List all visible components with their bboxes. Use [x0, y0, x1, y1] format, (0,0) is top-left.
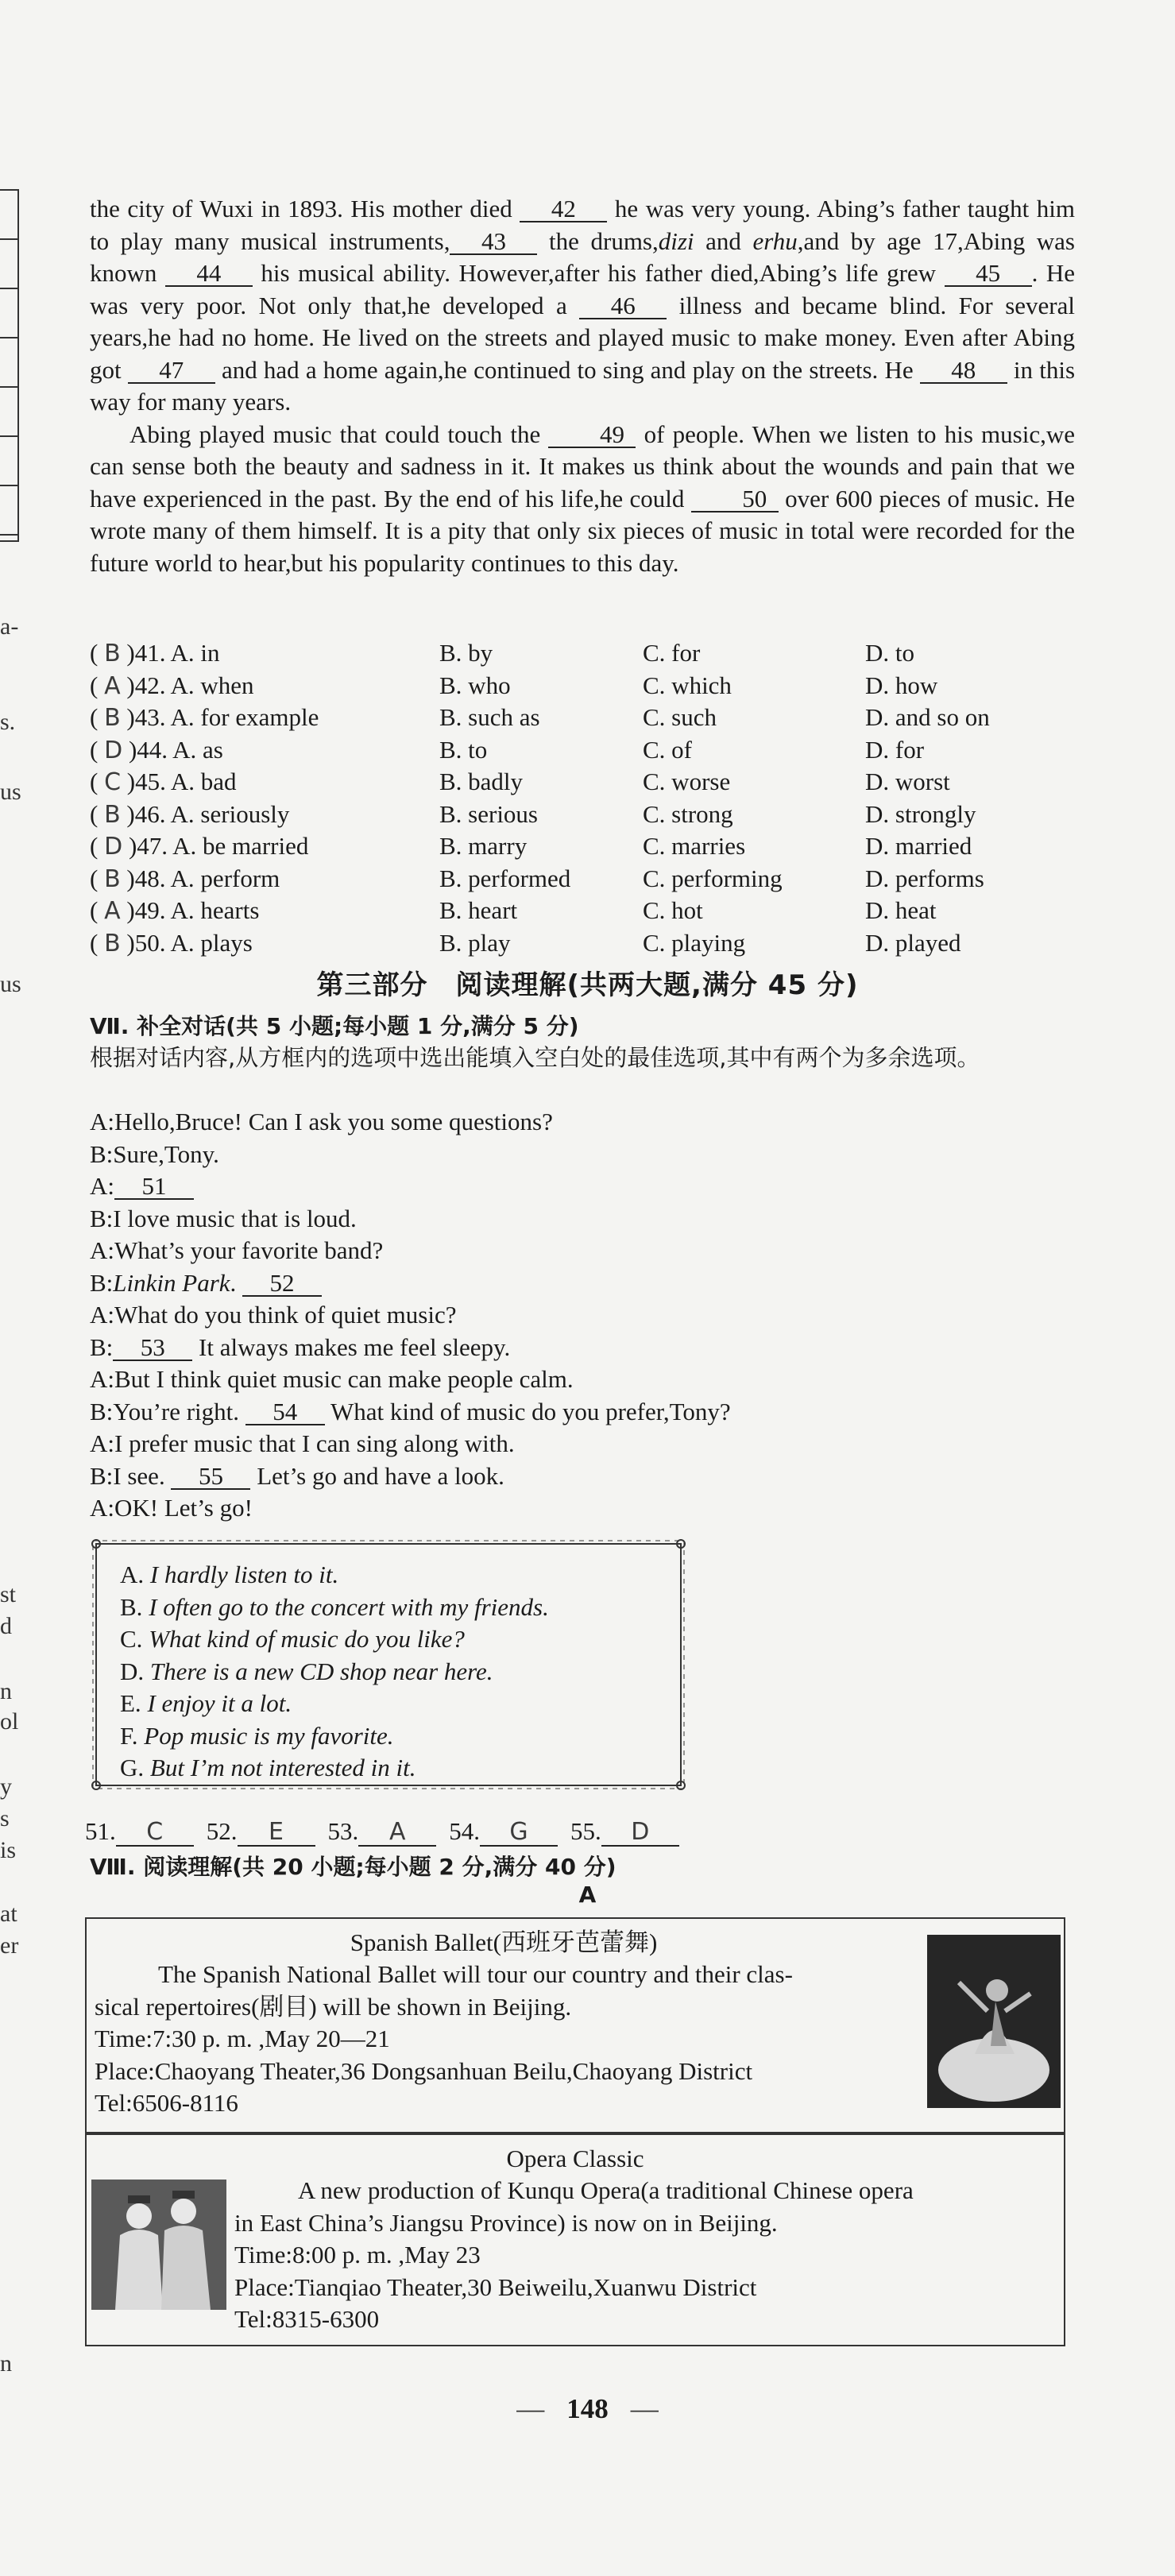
- blank-42: 42: [520, 197, 607, 222]
- ballet-dancer-photo: [927, 1935, 1061, 2108]
- handwritten-answer: G: [480, 1820, 558, 1847]
- ad-time: Time:7:30 p. m. ,May 20—21: [95, 2025, 390, 2052]
- blank-44: 44: [165, 261, 253, 287]
- margin-fragment: n: [0, 2350, 12, 2377]
- blank-54: 54: [245, 1400, 325, 1425]
- dialog-line: A:What do you think of quiet music?: [90, 1301, 457, 1329]
- blank-55: 55: [171, 1464, 250, 1490]
- dialog-line: B: 53 It always makes me feel sleepy.: [90, 1332, 511, 1361]
- dialog-line: A:Hello,Bruce! Can I ask you some questions?: [90, 1108, 553, 1135]
- page-number: 148: [566, 2393, 609, 2424]
- section-7-heading: Ⅶ. 补全对话(共 5 小题;每小题 1 分,满分 5 分): [90, 1013, 579, 1039]
- dialog-line: B:Linkin Park. 52: [90, 1267, 1075, 1300]
- option-item: E. I enjoy it a lot.: [120, 1689, 292, 1717]
- blank-51: 51: [114, 1174, 194, 1200]
- blank-43: 43: [450, 230, 537, 255]
- margin-fragment: s: [0, 1805, 10, 1831]
- blank-47: 47: [128, 358, 215, 384]
- ad-title: Spanish Ballet(西班牙芭蕾舞): [350, 1928, 658, 1956]
- margin-fragment: is: [0, 1837, 17, 1863]
- part-heading: 第三部分 阅读理解(共两大题,满分 45 分): [316, 969, 859, 1001]
- dialog-line: A:But I think quiet music can make people calm.: [90, 1365, 574, 1393]
- option-row: ( B )46. A. seriously B. serious C. strong D. strongly: [90, 799, 976, 829]
- option-row: ( D )44. A. as B. to C. of D. for: [90, 735, 925, 764]
- handwritten-answer: B: [104, 864, 121, 893]
- option-row: ( A )49. A. hearts B. heart C. hot D. heat: [90, 896, 937, 925]
- option-list: [120, 1559, 549, 1785]
- option-row: ( B )48. A. perform B. performed C. performing D. performs: [90, 864, 984, 893]
- handwritten-answer: E: [238, 1820, 315, 1847]
- dialog-line: B:I love music that is loud.: [90, 1204, 357, 1232]
- passage-paragraph-1: the city of Wuxi in 1893. His mother died 42 he was very young. Abing’s father taught him to play many musical instruments, 43 the drums,dizi and erhu,and by age 17,Abing was known 44 his musical ability. However,after his father died,Abing’s life grew 45 . He was very poor. Not only that,he developed a 46 illness and became blind. For several years,he had no home. He lived on the streets and played music to make money. Even after Abing got 47 and had a home again,he continued to sing and play on the streets. He 48 in this way for many years.: [90, 195, 1076, 416]
- handwritten-answer: A: [358, 1820, 436, 1847]
- margin-fragment: d: [0, 1613, 12, 1639]
- margin-fragment: at: [0, 1901, 17, 1927]
- ad-text: The Spanish National Ballet will tour our country and their clas-: [158, 1960, 793, 1988]
- ad-title: Opera Classic: [506, 2145, 644, 2172]
- options-box: [90, 1537, 687, 1792]
- option-item: F. Pop music is my favorite.: [120, 1721, 394, 1750]
- option-item: A. I hardly listen to it.: [120, 1561, 339, 1588]
- answer-fill-row: 51. C 52. E 53. A 54. G 55. D: [85, 1817, 692, 1847]
- ad-tel: Tel:8315-6300: [234, 2305, 380, 2333]
- handwritten-answer: D: [104, 736, 123, 764]
- margin-fragment: us: [0, 971, 21, 997]
- handwritten-answer: A: [104, 671, 121, 700]
- ad-text: sical repertoires(剧目) will be shown in Beijing.: [95, 1992, 572, 2021]
- handwritten-answer: B: [104, 704, 121, 732]
- blank-52: 52: [242, 1271, 322, 1297]
- blank-48: 48: [920, 358, 1007, 384]
- blank-49: 49: [548, 423, 636, 448]
- blank-45: 45: [945, 261, 1032, 287]
- margin-fragment: st: [0, 1581, 17, 1607]
- dialog-line: B:Sure,Tony.: [90, 1139, 219, 1168]
- margin-fragment: y: [0, 1773, 12, 1800]
- sub-heading-a: A: [578, 1882, 597, 1908]
- ad-spanish-ballet: [85, 1917, 1065, 2133]
- section-8-heading: Ⅷ. 阅读理解(共 20 小题;每小题 2 分,满分 40 分): [90, 1854, 616, 1880]
- footer-dash: —: [516, 2393, 545, 2424]
- section-7-instruction: 根据对话内容,从方框内的选项中选出能填入空白处的最佳选项,其中有两个为多余选项。: [90, 1044, 980, 1071]
- handwritten-answer: C: [116, 1820, 194, 1847]
- margin-fragment: ol: [0, 1708, 19, 1735]
- handwritten-answer: D: [601, 1820, 679, 1847]
- dialog: [90, 1106, 1075, 1525]
- dialog-line: A:What’s your favorite band?: [90, 1236, 384, 1264]
- passage-paragraph-2: Abing played music that could touch the 49 of people. When we listen to his music,we can sense both the beauty and sadness in it. It makes us think about the wounds and pain that we have experienced in the past. By the end of his life,he could 50 over 600 pieces of music. He wrote many of them himself. It is a pity that only six pieces of music in total were recorded for the future world to hear,but his popularity continues to this day.: [90, 420, 1075, 577]
- option-row: ( A )42. A. when B. who C. which D. how: [90, 671, 938, 700]
- option-row: ( B )43. A. for example B. such as C. such D. and so on: [90, 703, 990, 732]
- blank-50: 50: [691, 487, 779, 512]
- ad-place: Place:Chaoyang Theater,36 Dongsanhuan Beilu,Chaoyang District: [95, 2056, 753, 2085]
- margin-fragment: a-: [0, 613, 19, 640]
- option-item: D. There is a new CD shop near here.: [120, 1657, 493, 1685]
- handwritten-answer: C: [104, 768, 122, 796]
- cloze-passage: [90, 193, 1075, 579]
- option-item: G. But I’m not interested in it.: [120, 1754, 416, 1781]
- option-item: C. What kind of music do you like?: [120, 1625, 465, 1653]
- option-row: ( C )45. A. bad B. badly C. worse D. worst: [90, 768, 950, 796]
- margin-fragment: us: [0, 779, 21, 805]
- dialog-line: A:OK! Let’s go!: [90, 1494, 253, 1522]
- option-row: ( B )50. A. plays B. play C. playing D. played: [90, 928, 961, 957]
- dialog-line: A: 51: [90, 1170, 1075, 1203]
- option-row: ( D )47. A. be married B. marry C. marries D. married: [90, 832, 972, 861]
- margin-fragment: n: [0, 1678, 12, 1704]
- margin-fragment: er: [0, 1932, 19, 1959]
- page-number-footer: [0, 2393, 1175, 2425]
- ad-tel: Tel:6506-8116: [95, 2089, 238, 2117]
- ad-text: in East China’s Jiangsu Province) is now on in Beijing.: [234, 2208, 778, 2237]
- ad-opera-classic: [85, 2133, 1065, 2346]
- handwritten-answer: B: [104, 800, 121, 829]
- ad-time: Time:8:00 p. m. ,May 23: [234, 2241, 481, 2269]
- handwritten-answer: D: [104, 833, 123, 861]
- option-item: B. I often go to the concert with my friends.: [120, 1592, 549, 1621]
- margin-fragment: s.: [0, 709, 16, 735]
- ad-place: Place:Tianqiao Theater,30 Beiweilu,Xuanwu District: [234, 2272, 757, 2301]
- blank-46: 46: [579, 294, 667, 319]
- handwritten-answer: A: [104, 897, 121, 925]
- footer-dash: —: [630, 2393, 659, 2424]
- dialog-line: B:I see. 55 Let’s go and have a look.: [90, 1461, 504, 1490]
- option-row: ( B )41. A. in B. by C. for D. to: [90, 639, 914, 667]
- cloze-options: [90, 637, 1075, 959]
- handwritten-answer: B: [104, 929, 121, 957]
- kunqu-opera-photo: [91, 2180, 226, 2310]
- handwritten-answer: B: [104, 640, 121, 667]
- adjacent-page-table: [0, 189, 19, 542]
- blank-53: 53: [113, 1336, 192, 1361]
- dialog-line: B:You’re right. 54 What kind of music do you prefer,Tony?: [90, 1397, 731, 1425]
- dialog-line: A:I prefer music that I can sing along with.: [90, 1429, 515, 1457]
- ad-text: A new production of Kunqu Opera(a traditional Chinese opera: [298, 2176, 914, 2204]
